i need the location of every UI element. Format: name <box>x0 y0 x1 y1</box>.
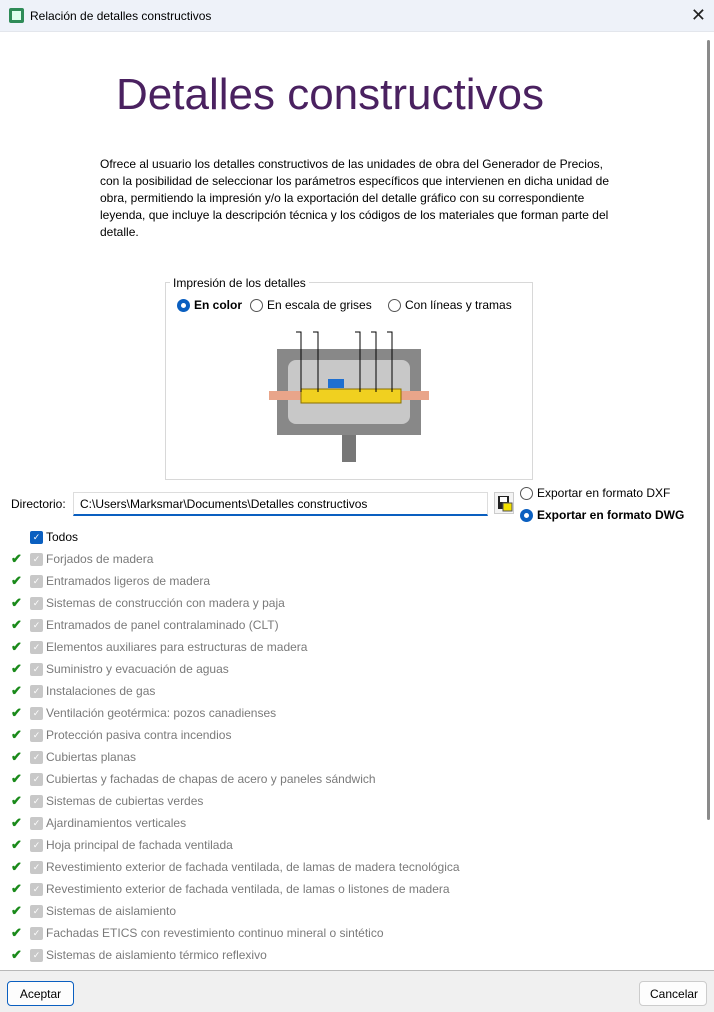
check-mark-icon: ✔ <box>11 903 22 918</box>
checkbox-icon[interactable]: ✓ <box>30 927 43 940</box>
cancel-button[interactable]: Cancelar <box>639 981 707 1006</box>
checkbox-icon[interactable]: ✓ <box>30 861 43 874</box>
checkbox-icon[interactable]: ✓ <box>30 883 43 896</box>
check-mark-icon: ✔ <box>11 749 22 764</box>
checkbox-label: Suministro y evacuación de aguas <box>46 662 229 676</box>
checkbox-icon[interactable]: ✓ <box>30 597 43 610</box>
check-mark-icon: ✔ <box>11 661 22 676</box>
detail-preview-image <box>269 327 429 462</box>
checkbox-icon[interactable]: ✓ <box>30 817 43 830</box>
radio-icon <box>520 487 533 500</box>
radio-label: En escala de grises <box>267 298 372 312</box>
checkbox-icon[interactable]: ✓ <box>30 751 43 764</box>
check-mark-icon: ✔ <box>11 639 22 654</box>
radio-grayscale[interactable] <box>250 298 372 312</box>
checkbox-icon[interactable]: ✓ <box>30 707 43 720</box>
checkbox-label: Sistemas de aislamiento <box>46 904 177 918</box>
checkbox-icon[interactable]: ✓ <box>30 905 43 918</box>
check-mark-icon: ✔ <box>11 551 22 566</box>
radio-icon <box>388 299 401 312</box>
checkbox-icon[interactable]: ✓ <box>30 795 43 808</box>
radio-label: Con líneas y tramas <box>405 298 512 312</box>
check-mark-icon: ✔ <box>11 947 22 962</box>
checkbox-label: Ventilación geotérmica: pozos canadienses <box>46 706 277 720</box>
checkbox-label: Instalaciones de gas <box>46 684 156 698</box>
directory-input[interactable]: C:\Users\Marksmar\Documents\Detalles constructivos <box>73 492 488 516</box>
app-icon <box>9 8 24 23</box>
check-mark-icon: ✔ <box>11 683 22 698</box>
radio-icon <box>177 299 190 312</box>
checkbox-label: Forjados de madera <box>46 552 154 566</box>
scrollbar[interactable] <box>704 32 714 970</box>
check-mark-icon: ✔ <box>11 881 22 896</box>
check-mark-icon: ✔ <box>11 815 22 830</box>
checkbox-label: Sistemas de aislamiento térmico reflexivo <box>46 948 267 962</box>
page-title: Detalles constructivos <box>116 70 544 119</box>
accept-button[interactable]: Aceptar <box>7 981 74 1006</box>
directory-label: Directorio: <box>11 497 66 511</box>
radio-icon <box>520 509 533 522</box>
title-bar <box>0 0 714 32</box>
checkbox-label: Entramados ligeros de madera <box>46 574 211 588</box>
check-mark-icon: ✔ <box>11 727 22 742</box>
check-mark-icon: ✔ <box>11 859 22 874</box>
checkbox-label: Entramados de panel contralaminado (CLT) <box>46 618 279 632</box>
category-list <box>0 526 700 970</box>
close-icon[interactable]: ✕ <box>690 5 706 25</box>
checkbox-icon[interactable]: ✓ <box>30 685 43 698</box>
checkbox-label: Revestimiento exterior de fachada ventilada, de lamas de madera tecnológica <box>46 860 460 874</box>
checkbox-label: Hoja principal de fachada ventilada <box>46 838 233 852</box>
radio-label: Exportar en formato DWG <box>537 508 685 522</box>
radio-lines[interactable] <box>388 298 512 312</box>
radio-icon <box>250 299 263 312</box>
group-label: Impresión de los detalles <box>170 276 309 290</box>
print-options-group <box>165 276 533 480</box>
radio-label: En color <box>194 298 243 312</box>
check-mark-icon: ✔ <box>11 925 22 940</box>
checkbox-label: Ajardinamientos verticales <box>46 816 187 830</box>
check-mark-icon: ✔ <box>11 793 22 808</box>
radio-export-dxf[interactable] <box>520 486 670 500</box>
checkbox-label: Protección pasiva contra incendios <box>46 728 232 742</box>
window-title: Relación de detalles constructivos <box>30 9 212 23</box>
checkbox-label: Cubiertas planas <box>46 750 137 764</box>
radio-color[interactable] <box>177 298 242 312</box>
checkbox-icon[interactable]: ✓ <box>30 575 43 588</box>
checkbox-icon[interactable]: ✓ <box>30 729 43 742</box>
radio-export-dwg[interactable] <box>520 508 684 522</box>
check-mark-icon: ✔ <box>11 595 22 610</box>
checkbox-icon[interactable]: ✓ <box>30 663 43 676</box>
check-mark-icon: ✔ <box>11 573 22 588</box>
checkbox-icon[interactable]: ✓ <box>30 531 43 544</box>
checkbox-label: Todos <box>46 530 79 544</box>
checkbox-icon[interactable]: ✓ <box>30 949 43 962</box>
check-mark-icon: ✔ <box>11 617 22 632</box>
radio-label: Exportar en formato DXF <box>537 486 671 500</box>
checkbox-icon[interactable]: ✓ <box>30 839 43 852</box>
description: Ofrece al usuario los detalles constructivos de las unidades de obra del Generador de Precios, con la posibilidad de seleccionar los parámetros específicos que intervienen en dicha unidad de obra, permitiendo la impresión y/o la exportación del detalle gráfico con su correspondiente leyenda, que incluye la descripción técnica y los códigos de los materiales que forman parte del detalle. <box>100 157 609 239</box>
checkbox-label: Revestimiento exterior de fachada ventilada, de lamas o listones de madera <box>46 882 450 896</box>
checkbox-label: Elementos auxiliares para estructuras de madera <box>46 640 308 654</box>
checkbox-label: Fachadas ETICS con revestimiento continuo mineral o sintético <box>46 926 384 940</box>
checkbox-icon[interactable]: ✓ <box>30 553 43 566</box>
scrollbar-thumb[interactable] <box>707 40 710 820</box>
check-mark-icon: ✔ <box>11 771 22 786</box>
check-mark-icon: ✔ <box>11 705 22 720</box>
checkbox-label: Sistemas de cubiertas verdes <box>46 794 204 808</box>
save-folder-icon[interactable] <box>494 492 514 514</box>
checkbox-icon[interactable]: ✓ <box>30 619 43 632</box>
check-mark-icon: ✔ <box>11 837 22 852</box>
checkbox-label: Sistemas de construcción con madera y paja <box>46 596 285 610</box>
checkbox-label: Cubiertas y fachadas de chapas de acero y paneles sándwich <box>46 772 376 786</box>
checkbox-icon[interactable]: ✓ <box>30 641 43 654</box>
footer <box>0 970 714 1012</box>
checkbox-icon[interactable]: ✓ <box>30 773 43 786</box>
